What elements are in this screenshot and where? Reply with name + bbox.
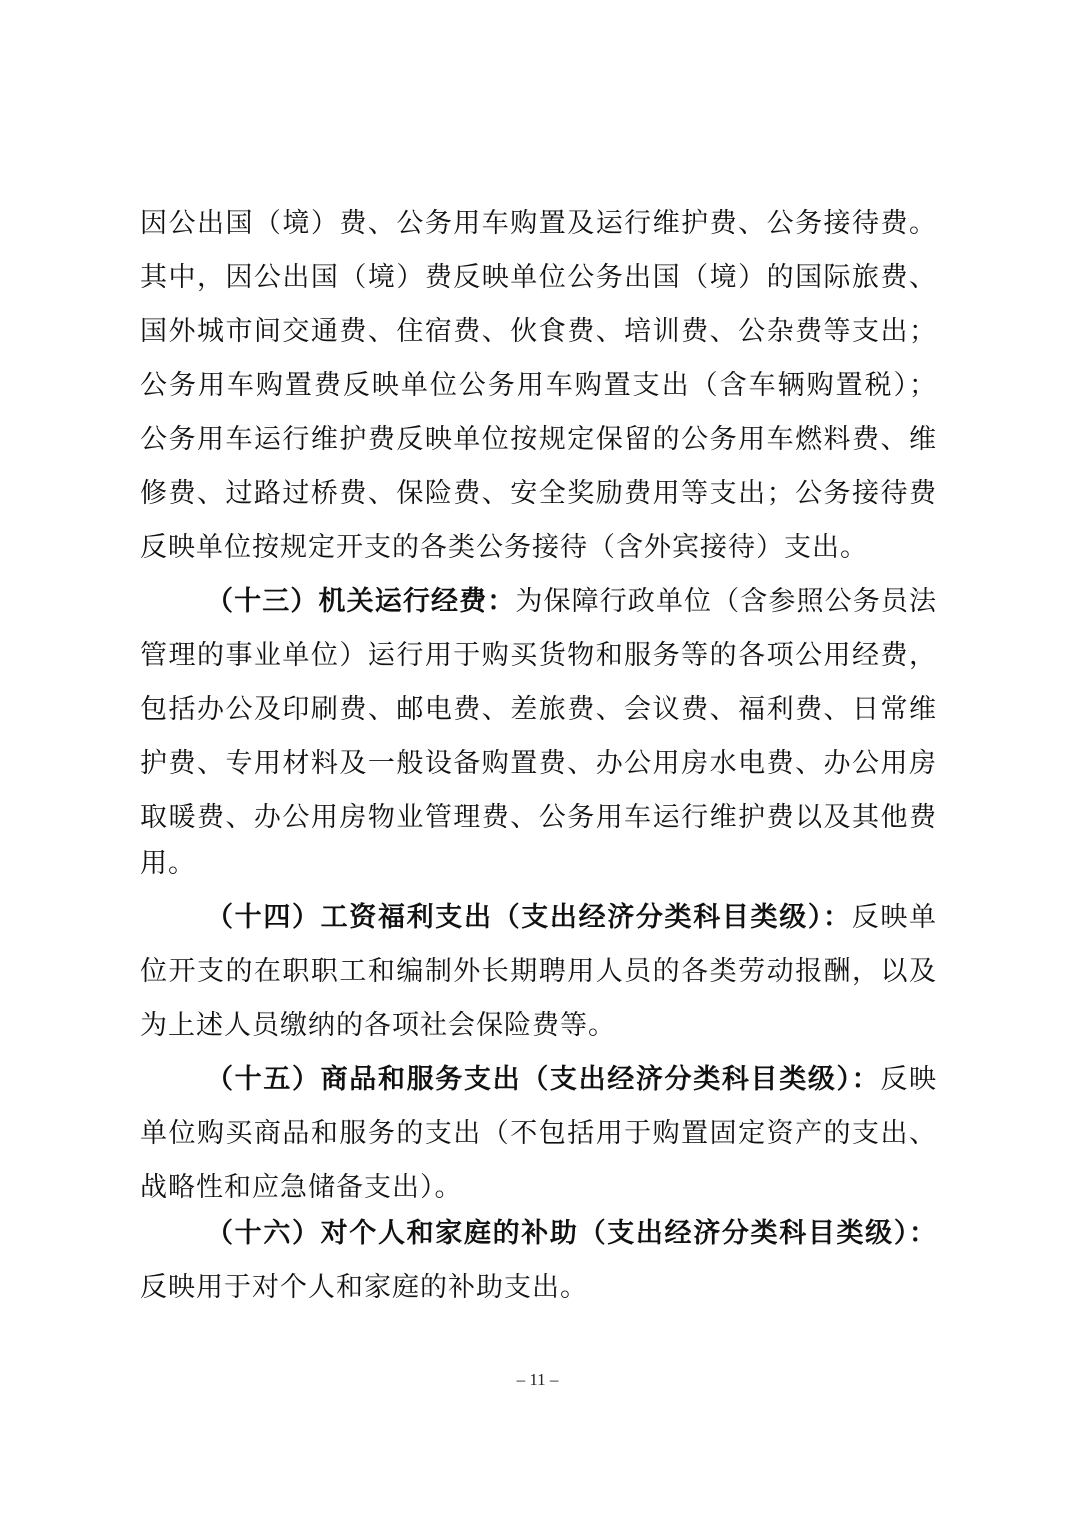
paragraph-line: 反映单位按规定开支的各类公务接待（含外宾接待）支出。 [140, 532, 868, 563]
paragraph-line: （十三）机关运行经费：为保障行政单位（含参照公务员法 [206, 586, 938, 617]
paragraph-line: 护费、专用材料及一般设备购置费、办公用房水电费、办公用房 [140, 748, 937, 779]
paragraph-line: 因公出国（境）费、公务用车购置及运行维护费、公务接待费。 [140, 208, 937, 239]
section-heading: （十三）机关运行经费： [206, 586, 516, 617]
paragraph-line [206, 1210, 937, 1258]
paragraph-line: 公务用车运行维护费反映单位按规定保留的公务用车燃料费、维 [140, 424, 937, 455]
paragraph-line: 用。 [140, 848, 196, 879]
paragraph-line: （十四）工资福利支出（支出经济分类科目类级）：反映单 [206, 902, 938, 933]
paragraph-line: （十五）商品和服务支出（支出经济分类科目类级）：反映 [206, 1064, 938, 1095]
paragraph-line: 管理的事业单位）运行用于购买货物和服务等的各项公用经费， [140, 640, 937, 671]
paragraph-line: 单位购买商品和服务的支出（不包括用于购置固定资产的支出、 [140, 1118, 937, 1149]
paragraph-line: 位开支的在职职工和编制外长期聘用人员的各类劳动报酬，以及 [140, 956, 937, 987]
paragraph-line: 反映用于对个人和家庭的补助支出。 [140, 1272, 588, 1303]
page-number: – 11 – [516, 1370, 559, 1389]
paragraph-line: 为上述人员缴纳的各项社会保险费等。 [140, 1010, 616, 1041]
paragraph-line: 修费、过路过桥费、保险费、安全奖励费用等支出；公务接待费 [140, 478, 937, 509]
paragraph-line: 公务用车购置费反映单位公务用车购置支出（含车辆购置税）； [140, 370, 937, 401]
section-heading: （十五）商品和服务支出（支出经济分类科目类级）： [206, 1064, 881, 1095]
paragraph-line: 国外城市间交通费、住宿费、伙食费、培训费、公杂费等支出； [140, 316, 937, 347]
section-heading: （十四）工资福利支出（支出经济分类科目类级）： [206, 902, 852, 933]
paragraph-line: 取暖费、办公用房物业管理费、公务用车运行维护费以及其他费 [140, 802, 937, 833]
section-heading: （十六）对个人和家庭的补助（支出经济分类科目类级）： [206, 1218, 937, 1249]
paragraph-line: 战略性和应急储备支出）。 [140, 1172, 463, 1203]
paragraph-line: 其中，因公出国（境）费反映单位公务出国（境）的国际旅费、 [140, 262, 937, 293]
paragraph-line: 包括办公及印刷费、邮电费、差旅费、会议费、福利费、日常维 [140, 694, 937, 725]
